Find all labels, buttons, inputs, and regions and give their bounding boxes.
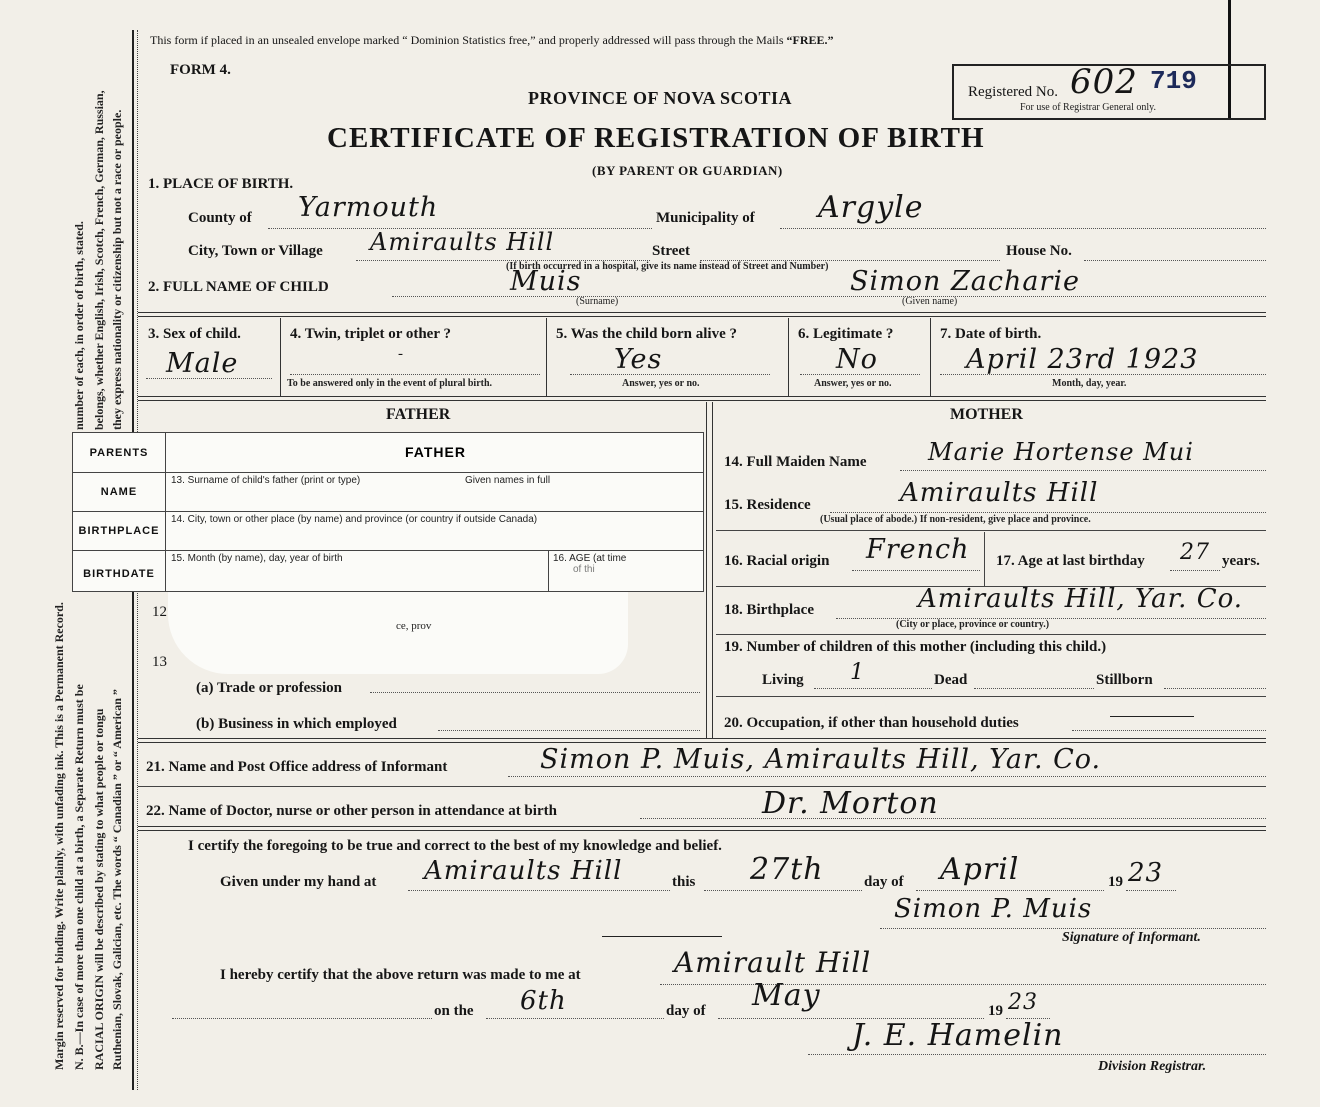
racial-value: French <box>866 534 970 565</box>
stillborn-line <box>1164 688 1266 689</box>
surname-caption: (Surname) <box>576 296 619 307</box>
overlay-parents-label: PARENTS <box>89 447 149 459</box>
rule-informant <box>138 786 1266 787</box>
margin-instructions-3: RACIAL ORIGIN will be described by stating to what people or tongu <box>92 708 106 1070</box>
racial-age-divider <box>984 532 985 586</box>
overlay-age-divider <box>548 550 549 591</box>
age-unit: years. <box>1222 553 1260 569</box>
maiden-value: Marie Hortense Mui <box>928 438 1194 466</box>
registrar-place-value: Amirault Hill <box>674 946 872 979</box>
birthplace-note: (City or place, province or country.) <box>896 619 1050 630</box>
certification-statement: I certify the foregoing to be true and correct to the best of my knowledge and belief. <box>188 838 722 854</box>
year-line <box>1126 890 1176 891</box>
place-of-birth-heading: 1. PLACE OF BIRTH. <box>148 176 294 192</box>
rule-certification-top-2 <box>138 830 1266 831</box>
residence-value: Amiraults Hill <box>900 478 1099 508</box>
rule-certification-top <box>138 826 1266 827</box>
overlay-field-13-given: Given names in full <box>465 475 551 486</box>
residence-note: (Usual place of abode.) If non-resident, give place and province. <box>820 514 1091 525</box>
rule-parents-top <box>138 396 1266 397</box>
living-value: 1 <box>850 660 865 685</box>
occupation-dash <box>1110 716 1194 717</box>
alive-line <box>570 374 770 375</box>
father-row-13: 13 <box>152 654 167 670</box>
stillborn-label: Stillborn <box>1096 672 1153 688</box>
overlay-label-divider <box>165 433 166 591</box>
mail-notice-text: This form if placed in an unsealed envelope marked “ Dominion Statistics free,” and properly addressed will pass through the Mails <box>150 33 784 47</box>
cert-day-value: 27th <box>750 852 824 887</box>
municipality-value: Argyle <box>818 190 924 225</box>
margin-instructions-4b: they express nationality or citizenship but not a race or people. <box>110 109 124 430</box>
overlay-field-15: 15. Month (by name), day, year of birth <box>171 553 343 564</box>
occupation-label: 20. Occupation, if other than household duties <box>724 715 1019 731</box>
mail-notice-free: “FREE.” <box>786 33 834 47</box>
age-value: 27 <box>1180 540 1210 565</box>
margin-instructions-1: Margin reserved for binding. Write plainly, with unfading ink. This is a Permanent Record. <box>52 602 66 1070</box>
registrar-day-of-label: day of <box>666 1003 706 1019</box>
informant-label: 21. Name and Post Office address of Informant <box>146 759 448 775</box>
legitimate-note: Answer, yes or no. <box>814 378 892 389</box>
living-line <box>814 688 932 689</box>
dob-line <box>940 374 1266 375</box>
cert-year-prefix: 19 <box>1108 874 1123 890</box>
dob-value: April 23rd 1923 <box>966 344 1199 375</box>
rule-top-details-2 <box>138 316 1266 317</box>
birthplace-value: Amiraults Hill, Yar. Co. <box>918 584 1244 614</box>
age-label: 17. Age at last birthday <box>996 553 1145 569</box>
overlay-name-label: NAME <box>100 486 138 498</box>
alive-label: 5. Was the child born alive ? <box>556 326 737 342</box>
overlay-field-13: 13. Surname of child's father (print or type) <box>171 475 361 486</box>
registrar-statement: I hereby certify that the above return was made to me at <box>220 967 581 983</box>
rule-parents-bottom-2 <box>138 742 1266 743</box>
house-line <box>1084 260 1266 261</box>
overlay-field-16: 16. AGE (at time <box>553 553 627 564</box>
occupation-line <box>1072 730 1266 731</box>
maiden-label: 14. Full Maiden Name <box>724 454 867 470</box>
father-row-12: 12 <box>152 604 167 620</box>
divider-1 <box>280 318 281 396</box>
registered-label: Registered No. <box>968 84 1058 100</box>
birthplace-label: 18. Birthplace <box>724 602 814 618</box>
father-overlay-card <box>72 432 704 592</box>
divider-4 <box>930 318 931 396</box>
twin-label: 4. Twin, triplet or other ? <box>290 326 451 342</box>
overlay-field-16b: of thi <box>573 564 595 575</box>
rule-children <box>716 696 1266 697</box>
overlay-birthplace-label: BIRTHPLACE <box>78 525 160 537</box>
child-given-value: Simon Zacharie <box>850 266 1080 297</box>
given-place-line <box>408 890 670 891</box>
rule-parents-top-2 <box>138 400 1266 401</box>
dead-label: Dead <box>934 672 968 688</box>
dob-label: 7. Date of birth. <box>940 326 1042 342</box>
given-place-value: Amiraults Hill <box>424 856 623 886</box>
hospital-note: (If birth occurred in a hospital, give its name instead of Street and Number) <box>506 261 829 272</box>
cert-day-of-label: day of <box>864 874 904 890</box>
city-value: Amiraults Hill <box>370 228 555 256</box>
province-heading: PROVINCE OF NOVA SCOTIA <box>528 88 793 108</box>
twin-value: - <box>398 346 403 362</box>
legitimate-label: 6. Legitimate ? <box>798 326 894 342</box>
margin-instructions-2b: number of each, in order of birth, stated. <box>72 221 86 430</box>
doctor-label: 22. Name of Doctor, nurse or other person in attendance at birth <box>146 803 557 819</box>
separator-short <box>602 936 722 937</box>
registrar-left-line <box>172 1018 432 1019</box>
overlay-birthdate-label: BIRTHDATE <box>83 568 155 580</box>
dob-note: Month, day, year. <box>1052 378 1127 389</box>
rule-parents-bottom <box>138 738 1266 739</box>
trade-line <box>370 692 700 693</box>
registrar-day-value: 6th <box>520 986 567 1016</box>
registrar-signature-line <box>808 1054 1266 1055</box>
twin-line <box>290 374 540 375</box>
children-label: 19. Number of children of this mother (including this child.) <box>724 639 1107 655</box>
doctor-value: Dr. Morton <box>762 786 939 821</box>
on-the-label: on the <box>434 1003 474 1019</box>
registered-handwritten: 602 <box>1070 62 1138 102</box>
parents-divider <box>706 402 707 738</box>
doctor-line <box>640 818 1266 819</box>
sex-value: Male <box>166 348 239 379</box>
informant-signature-line <box>880 928 1266 929</box>
racial-label: 16. Racial origin <box>724 553 830 569</box>
month-line <box>916 890 1104 891</box>
overlay-row-birthdate <box>73 550 703 590</box>
registrar-year-value: 23 <box>1008 990 1038 1015</box>
city-label: City, Town or Village <box>188 243 323 259</box>
registrar-caption: Division Registrar. <box>1098 1059 1207 1074</box>
rule-residence <box>716 530 1266 531</box>
registrar-year-prefix: 19 <box>988 1003 1003 1019</box>
cert-month-value: April <box>940 852 1020 887</box>
torn-fragment: ce, prov <box>396 620 432 632</box>
business-label: (b) Business in which employed <box>196 716 397 732</box>
rule-birthplace <box>716 634 1266 635</box>
dead-line <box>974 688 1094 689</box>
informant-signature: Simon P. Muis <box>894 894 1093 924</box>
racial-line <box>852 570 980 571</box>
twin-note: To be answered only in the event of plural birth. <box>287 378 493 389</box>
page-subtitle: (BY PARENT OR GUARDIAN) <box>592 163 783 178</box>
county-value: Yarmouth <box>298 192 439 223</box>
child-name-label: 2. FULL NAME OF CHILD <box>148 279 329 295</box>
overlay-father-heading: FATHER <box>405 444 466 460</box>
municipality-label: Municipality of <box>656 210 755 226</box>
residence-line <box>830 512 1266 513</box>
alive-note: Answer, yes or no. <box>622 378 700 389</box>
maiden-line <box>900 470 1266 471</box>
registrar-day-line <box>486 1018 664 1019</box>
overlay-row-parents <box>73 433 703 473</box>
overlay-field-14: 14. City, town or other place (by name) and province (or country if outside Canada) <box>171 514 538 525</box>
street-label: Street <box>652 243 691 259</box>
registrar-place-line <box>660 984 1266 985</box>
sex-label: 3. Sex of child. <box>148 326 241 342</box>
divider-2 <box>546 318 547 396</box>
father-heading: FATHER <box>386 406 451 423</box>
margin-instructions-3b: belongs, whether English, Irish, Scotch, French, German, Russian, <box>92 90 106 430</box>
legitimate-value: No <box>836 344 878 375</box>
county-label: County of <box>188 210 252 226</box>
given-caption: (Given name) <box>902 296 958 307</box>
living-label: Living <box>762 672 804 688</box>
mail-notice <box>150 33 834 48</box>
business-line <box>438 730 700 731</box>
alive-value: Yes <box>614 344 663 375</box>
residence-label: 15. Residence <box>724 497 811 513</box>
house-label: House No. <box>1006 243 1072 259</box>
trade-label: (a) Trade or profession <box>196 680 342 696</box>
parents-divider-2 <box>712 402 713 738</box>
child-surname-value: Muis <box>510 266 582 297</box>
age-line <box>1170 570 1220 571</box>
registrar-note: For use of Registrar General only. <box>1020 102 1156 113</box>
registrar-month-value: May <box>752 978 821 1013</box>
margin-instructions-2: N. B.—In case of more than one child at a birth, a Separate Return must be <box>72 684 86 1070</box>
overlay-row-birthplace <box>73 511 703 551</box>
municipality-line <box>780 228 1266 229</box>
informant-signature-caption: Signature of Informant. <box>1062 930 1201 945</box>
rule-top-details <box>138 312 1266 313</box>
page-title: CERTIFICATE OF REGISTRATION OF BIRTH <box>327 122 985 154</box>
registered-stamped: 719 <box>1150 66 1197 96</box>
informant-line <box>508 776 1266 777</box>
legitimate-line <box>800 374 920 375</box>
this-label: this <box>672 874 696 890</box>
given-label: Given under my hand at <box>220 874 377 890</box>
form-number: FORM 4. <box>170 62 231 78</box>
registration-number-box <box>952 64 1266 120</box>
mother-heading: MOTHER <box>950 406 1023 423</box>
overlay-row-name <box>73 472 703 512</box>
cert-year-value: 23 <box>1128 858 1164 888</box>
margin-instructions-4: Ruthenian, Slovak, Galician, etc. The words “ Canadian ” or “ American ” <box>110 689 124 1070</box>
day-line <box>704 890 862 891</box>
informant-value: Simon P. Muis, Amiraults Hill, Yar. Co. <box>540 744 1102 775</box>
registrar-signature: J. E. Hamelin <box>852 1018 1064 1053</box>
divider-3 <box>788 318 789 396</box>
